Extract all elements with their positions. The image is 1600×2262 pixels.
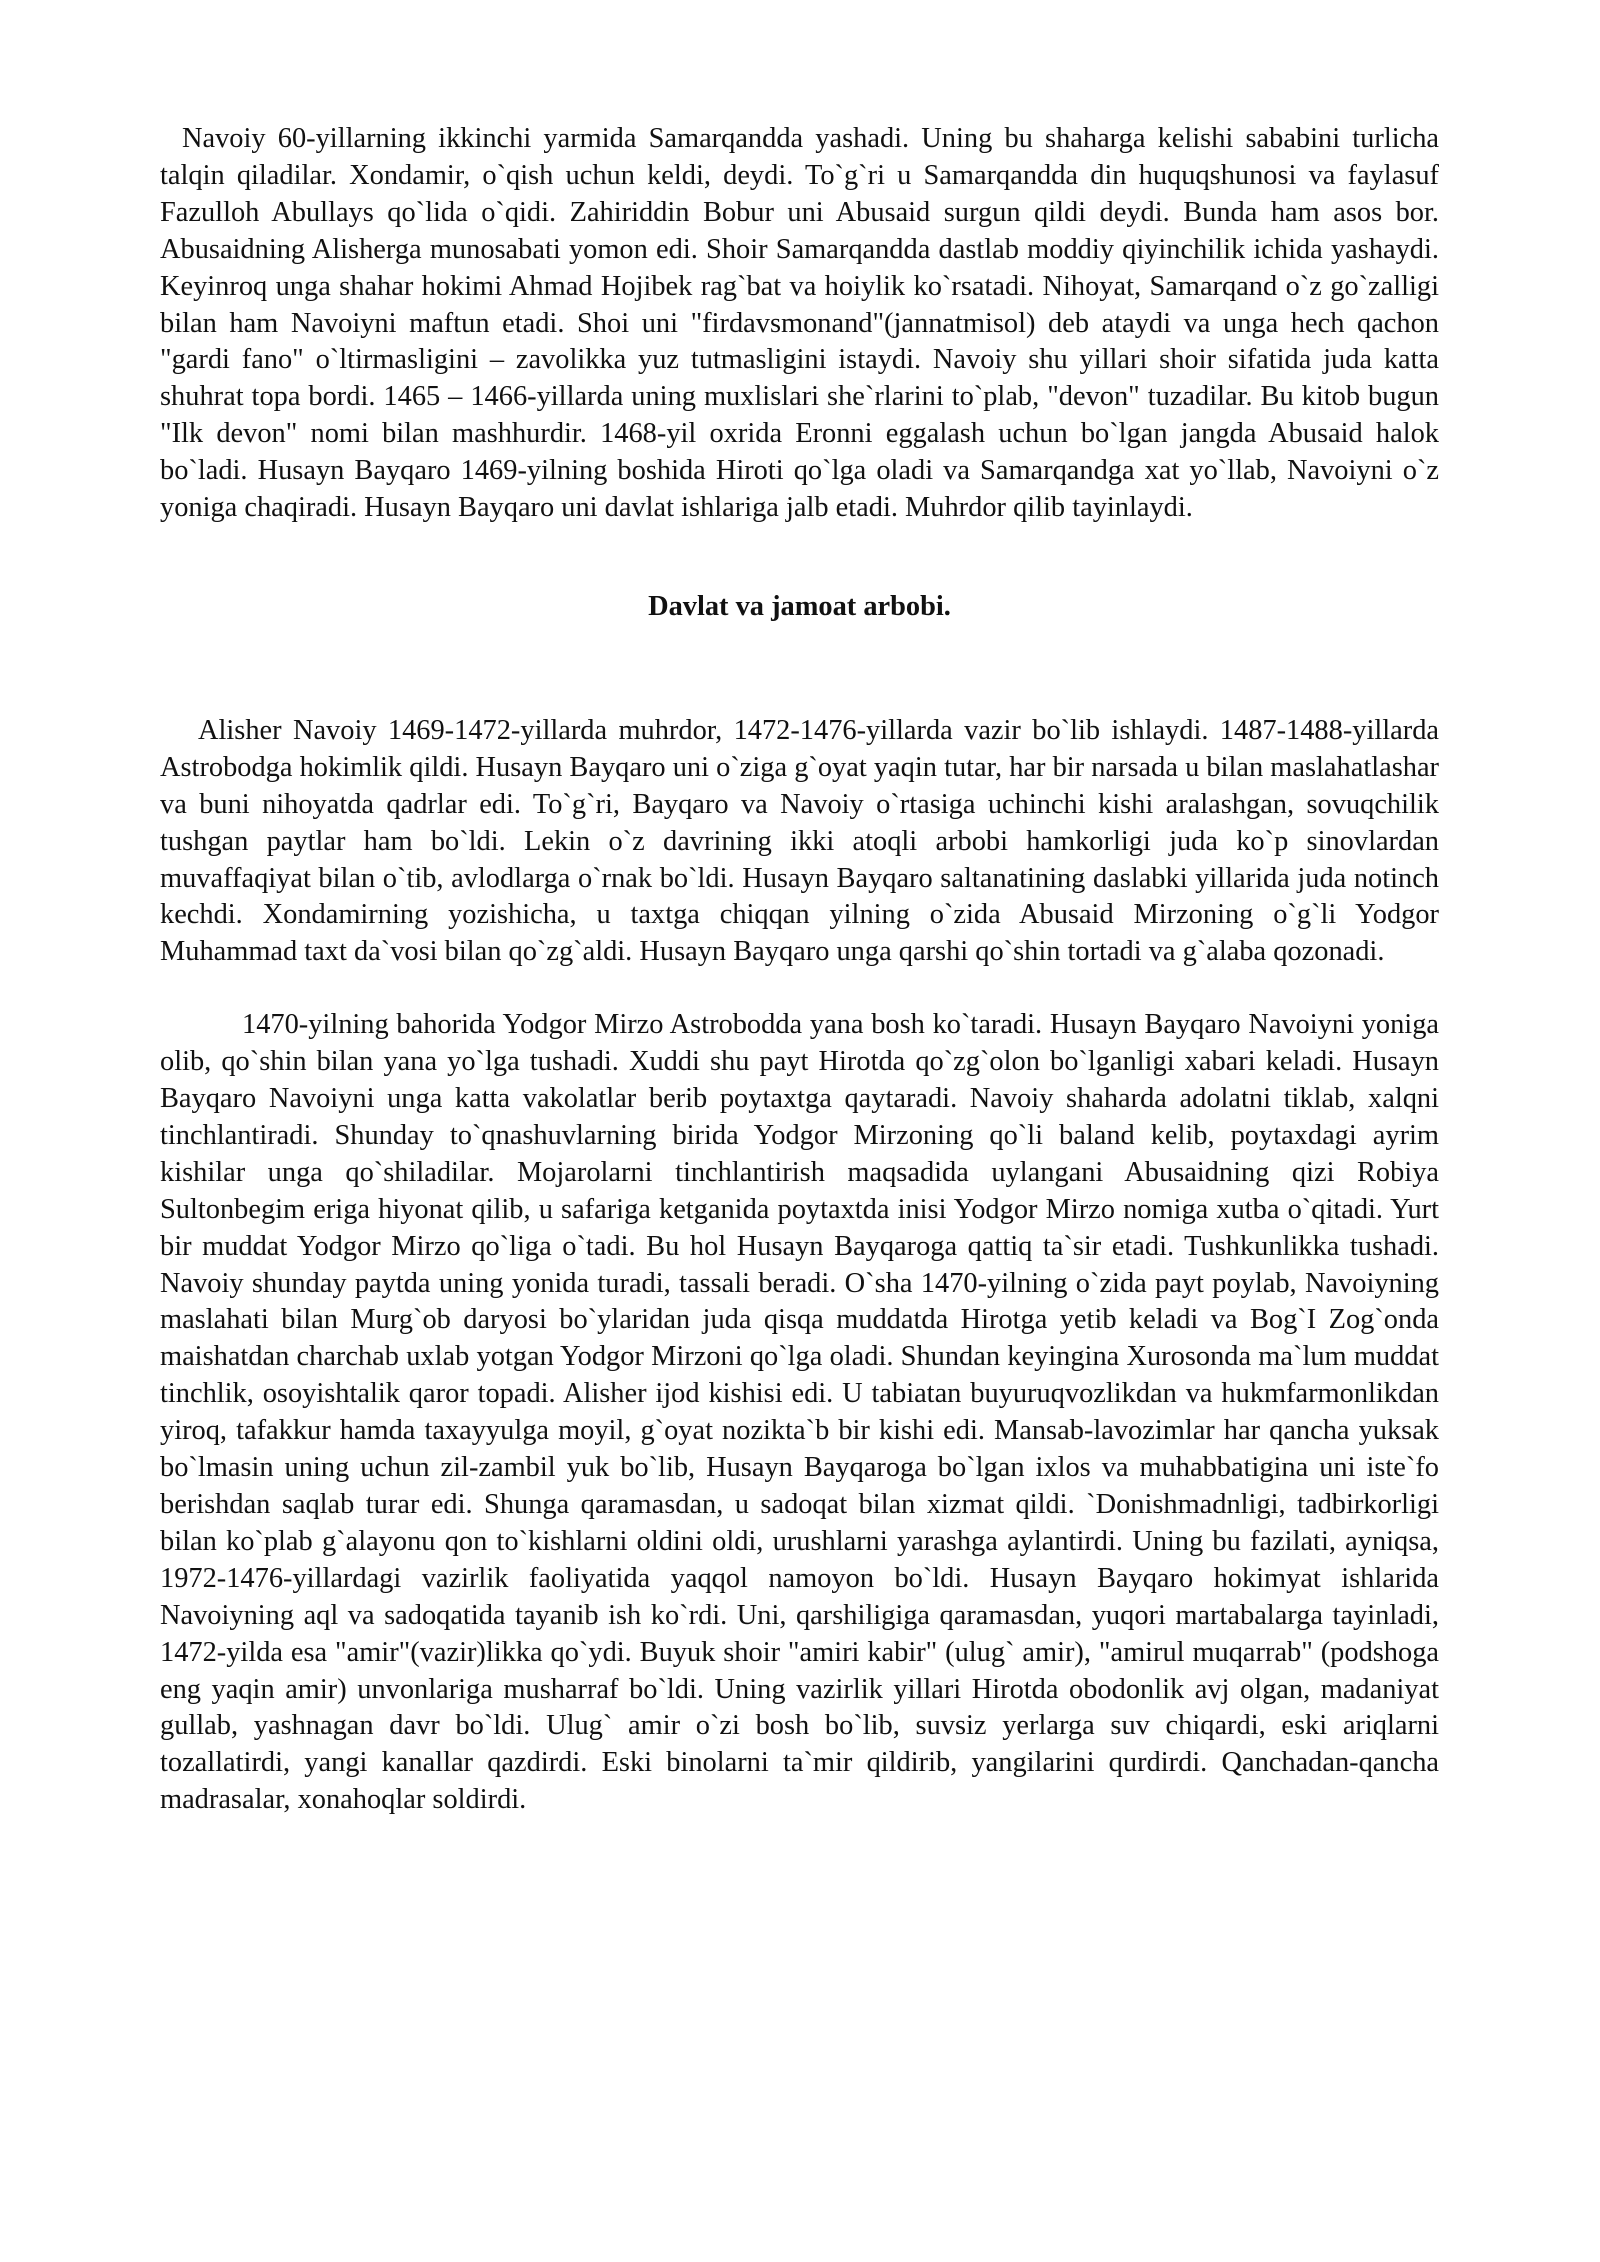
paragraph-vizier-years: 1470-yilning bahorida Yodgor Mirzo Astrobodda yana bosh ko`taradi. Husayn Bayqaro Navoiyni yoniga olib, qo`shin bilan yana yo`lga tushadi. Xuddi shu payt Hirotda qo`zg`olon bo`lganligi xabari keladi. Husayn Bayqaro Navoiyni unga katta vakolatlar berib poytaxtga qaytaradi. Navoiy shaharda adolatni tiklab, xalqni tinchlantiradi. Shunday to`qnashuvlarning birida Yodgor Mirzoning qo`li baland kelib, poytaxdagi ayrim kishilar unga qo`shiladilar. Mojarolarni tinchlantirish maqsadida uylangani Abusaidning qizi Robiya Sultonbegim eriga hiyonat qilib, u safariga ketganida poytaxtda inisi Yodgor Mirzo nomiga xutba o`qitadi. Yurt bir muddat Yodgor Mirzo qo`liga o`tadi. Bu hol Husayn Bayqaroga qattiq ta`sir etadi. Tushkunlikka tushadi. Navoiy shunday paytda uning yonida turadi, tassali beradi. O`sha 1470-yilning o`zida payt poylab, Navoiyning maslahati bilan Murg`ob daryosi bo`ylaridan juda qisqa muddatda Hirotga yetib keladi va Bog`I Zog`onda maishatdan charchab uxlab yotgan Yodgor Mirzoni qo`lga oladi. Shundan keyingina Xurosonda ma`lum muddat tinchlik, osoyishtalik qaror topadi. Alisher ijod kishisi edi. U tabiatan buyuruqvozlikdan va hukmfarmonlikdan yiroq, tafakkur hamda taxayyulga moyil, g`oyat nozikta`b bir kishi edi. Mansab-lavozimlar har qancha yuksak bo`lmasin uning uchun zil-zambil yuk bo`lib, Husayn Bayqaroga bo`lgan ixlos va muhabbatigina uni iste`fo berishdan saqlab turar edi. Shunga qaramasdan, u sadoqat bilan xizmat qildi. `Donishmadnligi, tadbirkorligi bilan ko`plab g`alayonu qon to`kishlarni oldini oldi, urushlarni yarashga aylantirdi. Uning bu fazilati, ayniqsa, 1972-1476-yillardagi vazirlik faoliyatida yaqqol namoyon bo`ldi. Husayn Bayqaro hokimyat ishlarida Navoiyning aql va sadoqatida tayanib ish ko`rdi. Uni, qarshiligiga qaramasdan, yuqori martabalarga tayinladi, 1472-yilda esa "amir"(vazir)likka qo`ydi. Buyuk shoir "amiri kabir" (ulug` amir), "amirul muqarrab" (podshoga eng yaqin amir) unvonlariga musharraf bo`ldi. Uning vazirlik yillari Hirotda obodonlik avj olgan, madaniyat gullab, yashnagan davr bo`ldi. Ulug` amir o`zi bosh bo`lib, suvsiz yerlarga suv chiqardi, eski ariqlarni tozallatirdi, yangi kanallar qazdirdi. Eski binolarni ta`mir qildirib, yangilarini qurdirdi. Qanchadan-qancha madrasalar, xonahoqlar soldirdi. [160,1009,1439,1816]
document-body [160,121,1439,1819]
section-heading: Davlat va jamoat arbobi. [648,590,951,622]
paragraph-samarqand-years: Navoiy 60-yillarning ikkinchi yarmida Samarqandda yashadi. Uning bu shaharga kelishi sababini turlicha talqin qiladilar. Xondamir, o`qish uchun keldi, deydi. To`g`ri u Samarqandda din huquqshunosi va faylasuf Fazulloh Abullays qo`lida o`qidi. Zahiriddin Bobur uni Abusaid surgun qildi deydi. Bunda ham asos bor. Abusaidning Alisherga munosabati yomon edi. Shoir Samarqandda dastlab moddiy qiyinchilik ichida yashaydi. Keyinroq unga shahar hokimi Ahmad Hojibek rag`bat va hoiylik ko`rsatadi. Nihoyat, Samarqand o`z go`zalligi bilan ham Navoiyni maftun etadi. Shoi uni "firdavsmonand"(jannatmisol) deb ataydi va unga hech qachon "gardi fano" o`ltirmasligini – zavolikka yuz tutmasligini istaydi. Navoiy shu yillari shoir sifatida juda katta shuhrat topa bordi. 1465 – 1466-yillarda uning muxlislari she`rlarini to`plab, "devon" tuzadilar. Bu kitob bugun "Ilk devon" nomi bilan mashhurdir. 1468-yil oxrida Eronni eggalash uchun bo`lgan jangda Abusaid halok bo`ladi. Husayn Bayqaro 1469-yilning boshida Hiroti qo`lga oladi va Samarqandga xat yo`llab, Navoiyni o`z yoniga chaqiradi. Husayn Bayqaro uni davlat ishlariga jalb etadi. Muhrdor qilib tayinlaydi. [160,123,1439,524]
paragraph-state-figure: Alisher Navoiy 1469-1472-yillarda muhrdor, 1472-1476-yillarda vazir bo`lib ishlaydi. 1487-1488-yillarda Astrobodga hokimlik qildi. Husayn Bayqaro uni o`ziga g`oyat yaqin tutar, har bir narsada u bilan maslahatlashar va buni nihoyatda qadrlar edi. To`g`ri, Bayqaro va Navoiy o`rtasiga uchinchi kishi aralashgan, sovuqchilik tushgan paytlar ham bo`ldi. Lekin o`z davrining ikki atoqli arbobi hamkorligi juda ko`p sinovlardan muvaffaqiyat bilan o`tib, avlodlarga o`rnak bo`ldi. Husayn Bayqaro saltanatining daslabki yillarida juda notinch kechdi. Xondamirning yozishicha, u taxtga chiqqan yilning o`zida Abusaid Mirzoning o`g`li Yodgor Muhammad taxt da`vosi bilan qo`zg`aldi. Husayn Bayqaro unga qarshi qo`shin tortadi va g`alaba qozonadi. [160,714,1439,968]
